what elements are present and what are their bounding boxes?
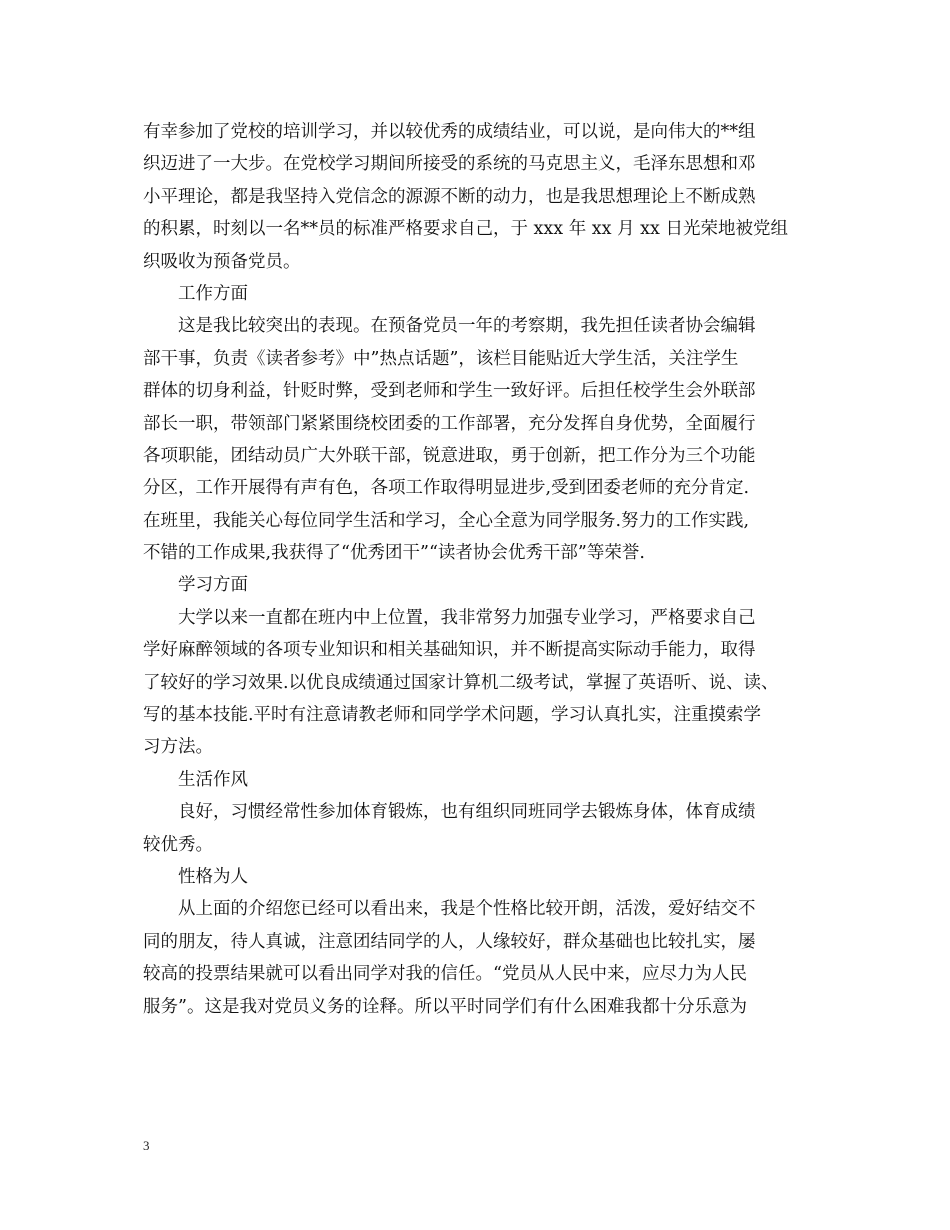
section-heading: 性格为人 [178, 866, 248, 887]
text-line: 各项职能，团结动员广大外联干部，锐意进取，勇于创新，把工作分为三个功能 [143, 445, 756, 466]
text-line: 分区，工作开展得有声有色，各项工作取得明显进步,受到团委老师的充分肯定. [143, 478, 750, 499]
text-line: 从上面的介绍您已经可以看出来，我是个性格比较开朗，活泼，爱好结交不 [178, 899, 756, 920]
text-line: 这是我比较突出的表现。在预备党员一年的考察期，我先担任读者协会编辑 [178, 316, 756, 337]
text-line: 较高的投票结果就可以看出同学对我的信任。“党员从人民中来，应尽力为人民 [143, 964, 747, 985]
text-line: 同的朋友，待人真诚，注意团结同学的人，人缘较好，群众基础也比较扎实，屡 [143, 931, 756, 952]
text-line: 较优秀。 [143, 834, 213, 855]
text-line: 写的基本技能.平时有注意请教老师和同学学术问题，学习认真扎实，注重摸索学 [143, 705, 762, 726]
document-body [143, 116, 813, 1023]
text-line: 的积累，时刻以一名**员的标准严格要求自己，于 xxx 年 xx 月 xx 日光荣地被党组 [143, 219, 788, 240]
text-line: 学好麻醉领域的各项专业知识和相关基础知识，并不断提高实际动手能力，取得 [143, 640, 756, 661]
text-line: 了较好的学习效果.以优良成绩通过国家计算机二级考试，掌握了英语听、说、读、 [143, 672, 779, 693]
section-heading: 工作方面 [178, 283, 248, 304]
text-line: 大学以来一直都在班内中上位置，我非常努力加强专业学习，严格要求自己 [178, 607, 756, 628]
text-line: 在班里，我能关心每位同学生活和学习，全心全意为同学服务.努力的工作实践, [143, 510, 750, 531]
text-line: 习方法。 [143, 737, 213, 758]
section-heading: 学习方面 [178, 575, 248, 596]
text-line: 群体的切身利益，针贬时弊，受到老师和学生一致好评。后担任校学生会外联部 [143, 381, 756, 402]
text-line: 部干事，负责《读者参考》中”热点话题”，该栏目能贴近大学生活，关注学生 [143, 348, 739, 369]
section-heading: 生活作风 [178, 769, 248, 790]
text-line: 织迈进了一大步。在党校学习期间所接受的系统的马克思主义，毛泽东思想和邓 [143, 154, 756, 175]
page-number: 3 [143, 1138, 150, 1153]
text-line: 部长一职，带领部门紧紧围绕校团委的工作部署，充分发挥自身优势，全面履行 [143, 413, 756, 434]
text-line: 织吸收为预备党员。 [143, 251, 301, 272]
text-line: 服务”。这是我对党员义务的诠释。所以平时同学们有什么困难我都十分乐意为 [143, 996, 747, 1017]
text-line: 有幸参加了党校的培训学习，并以较优秀的成绩结业，可以说，是向伟大的**组 [143, 122, 756, 142]
text-line: 良好，习惯经常性参加体育锻炼，也有组织同班同学去锻炼身体，体育成绩 [178, 802, 756, 823]
text-line: 小平理论，都是我坚持入党信念的源源不断的动力，也是我思想理论上不断成熟 [143, 186, 756, 207]
text-line: 不错的工作成果,我获得了“优秀团干”“读者协会优秀干部”等荣誉. [143, 543, 645, 564]
